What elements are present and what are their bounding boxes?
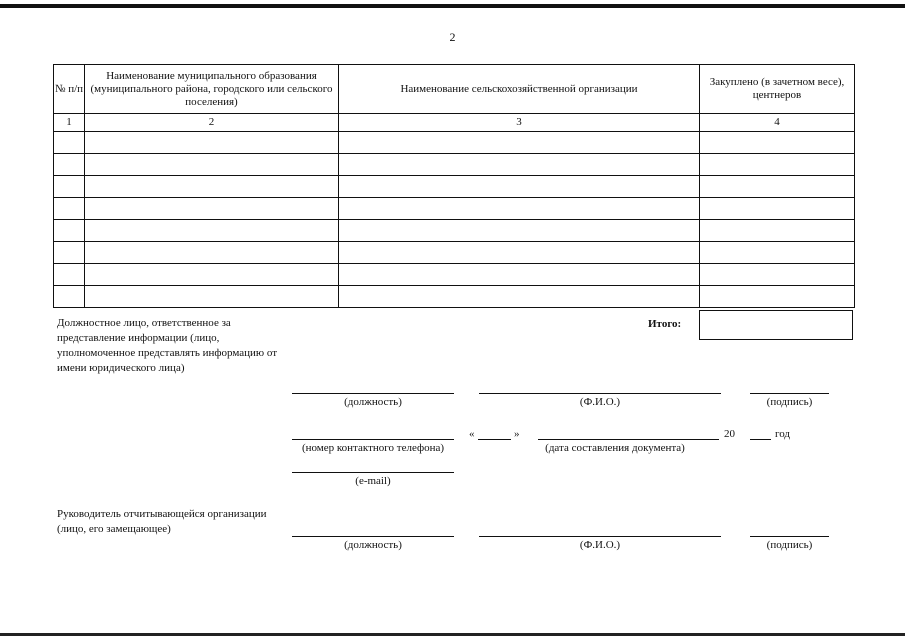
- table-cell[interactable]: [339, 264, 700, 286]
- table-row: [54, 198, 855, 220]
- table-cell[interactable]: [85, 154, 339, 176]
- total-label: Итого:: [648, 318, 682, 330]
- head-position-field[interactable]: [292, 536, 454, 537]
- total-value-cell[interactable]: [699, 310, 853, 340]
- signature-field[interactable]: [750, 393, 829, 394]
- table-cell[interactable]: [54, 132, 85, 154]
- responsible-person-text: Должностное лицо, ответственное за представление информации (лицо, уполномоченное представлять информацию от имени юридического лица): [57, 317, 278, 374]
- table-row: [54, 132, 855, 154]
- table-cell[interactable]: [54, 286, 85, 308]
- bottom-rule: [0, 633, 905, 636]
- quote-open: «: [469, 428, 475, 440]
- table-cell[interactable]: [339, 220, 700, 242]
- top-rule: [0, 4, 905, 8]
- table-cell[interactable]: [85, 264, 339, 286]
- table-cell[interactable]: [700, 132, 855, 154]
- head-signature-field[interactable]: [750, 536, 829, 537]
- table-row: [54, 220, 855, 242]
- table-cell[interactable]: [700, 264, 855, 286]
- table-cell[interactable]: [54, 264, 85, 286]
- table-cell[interactable]: [700, 286, 855, 308]
- table-cell[interactable]: [339, 242, 700, 264]
- table-cell[interactable]: [339, 198, 700, 220]
- table-cell[interactable]: [85, 220, 339, 242]
- table-cell[interactable]: [700, 198, 855, 220]
- head-person-text: Руководитель отчитывающейся организации (лицо, его замещающее): [57, 508, 267, 535]
- header-purchased: Закуплено (в зачетном весе), центнеров: [700, 65, 855, 114]
- table-cell[interactable]: [700, 154, 855, 176]
- column-numbers-row: [54, 114, 855, 132]
- column-number: 2: [85, 114, 339, 132]
- year-prefix: 20: [724, 428, 735, 440]
- table-header-row: [54, 65, 855, 114]
- table-row: [54, 176, 855, 198]
- quote-close: »: [514, 428, 520, 440]
- column-number: 1: [54, 114, 85, 132]
- year-suffix: год: [775, 428, 791, 440]
- page-number: 2: [449, 30, 456, 44]
- table-cell[interactable]: [85, 242, 339, 264]
- column-number: 3: [339, 114, 700, 132]
- name-caption: (Ф.И.О.): [579, 396, 621, 408]
- table-row: [54, 286, 855, 308]
- table-row: [54, 264, 855, 286]
- report-table: [53, 64, 855, 308]
- table-cell[interactable]: [339, 286, 700, 308]
- year-field[interactable]: [750, 439, 771, 440]
- table-cell[interactable]: [85, 198, 339, 220]
- email-caption: (e-mail): [355, 475, 391, 487]
- day-field[interactable]: [478, 439, 511, 440]
- table-cell[interactable]: [85, 132, 339, 154]
- table-cell[interactable]: [54, 242, 85, 264]
- table-cell[interactable]: [54, 198, 85, 220]
- head-name-field[interactable]: [479, 536, 721, 537]
- head-position-caption: (должность): [344, 539, 402, 551]
- table-cell[interactable]: [54, 220, 85, 242]
- name-field[interactable]: [479, 393, 721, 394]
- email-field[interactable]: [292, 472, 454, 473]
- head-name-caption: (Ф.И.О.): [579, 539, 621, 551]
- table-row: [54, 242, 855, 264]
- position-field[interactable]: [292, 393, 454, 394]
- table-cell[interactable]: [700, 176, 855, 198]
- header-organization: Наименование сельскохозяйственной организации: [339, 65, 700, 114]
- table-cell[interactable]: [700, 220, 855, 242]
- head-signature-caption: (подпись): [766, 539, 813, 551]
- month-field[interactable]: [538, 439, 719, 440]
- date-caption: (дата составления документа): [545, 442, 685, 454]
- table-cell[interactable]: [54, 154, 85, 176]
- phone-caption: (номер контактного телефона): [301, 442, 445, 454]
- table-cell[interactable]: [85, 286, 339, 308]
- table-cell[interactable]: [85, 176, 339, 198]
- column-number: 4: [700, 114, 855, 132]
- table-cell[interactable]: [339, 176, 700, 198]
- header-number: № п/п: [54, 65, 85, 114]
- table-cell[interactable]: [339, 132, 700, 154]
- header-municipality: Наименование муниципального образования (муниципального района, городского или сельского поселения): [85, 65, 339, 114]
- table-row: [54, 154, 855, 176]
- table-cell[interactable]: [339, 154, 700, 176]
- signature-caption: (подпись): [766, 396, 813, 408]
- table-cell[interactable]: [54, 176, 85, 198]
- phone-field[interactable]: [292, 439, 454, 440]
- table-cell[interactable]: [700, 242, 855, 264]
- position-caption: (должность): [344, 396, 402, 408]
